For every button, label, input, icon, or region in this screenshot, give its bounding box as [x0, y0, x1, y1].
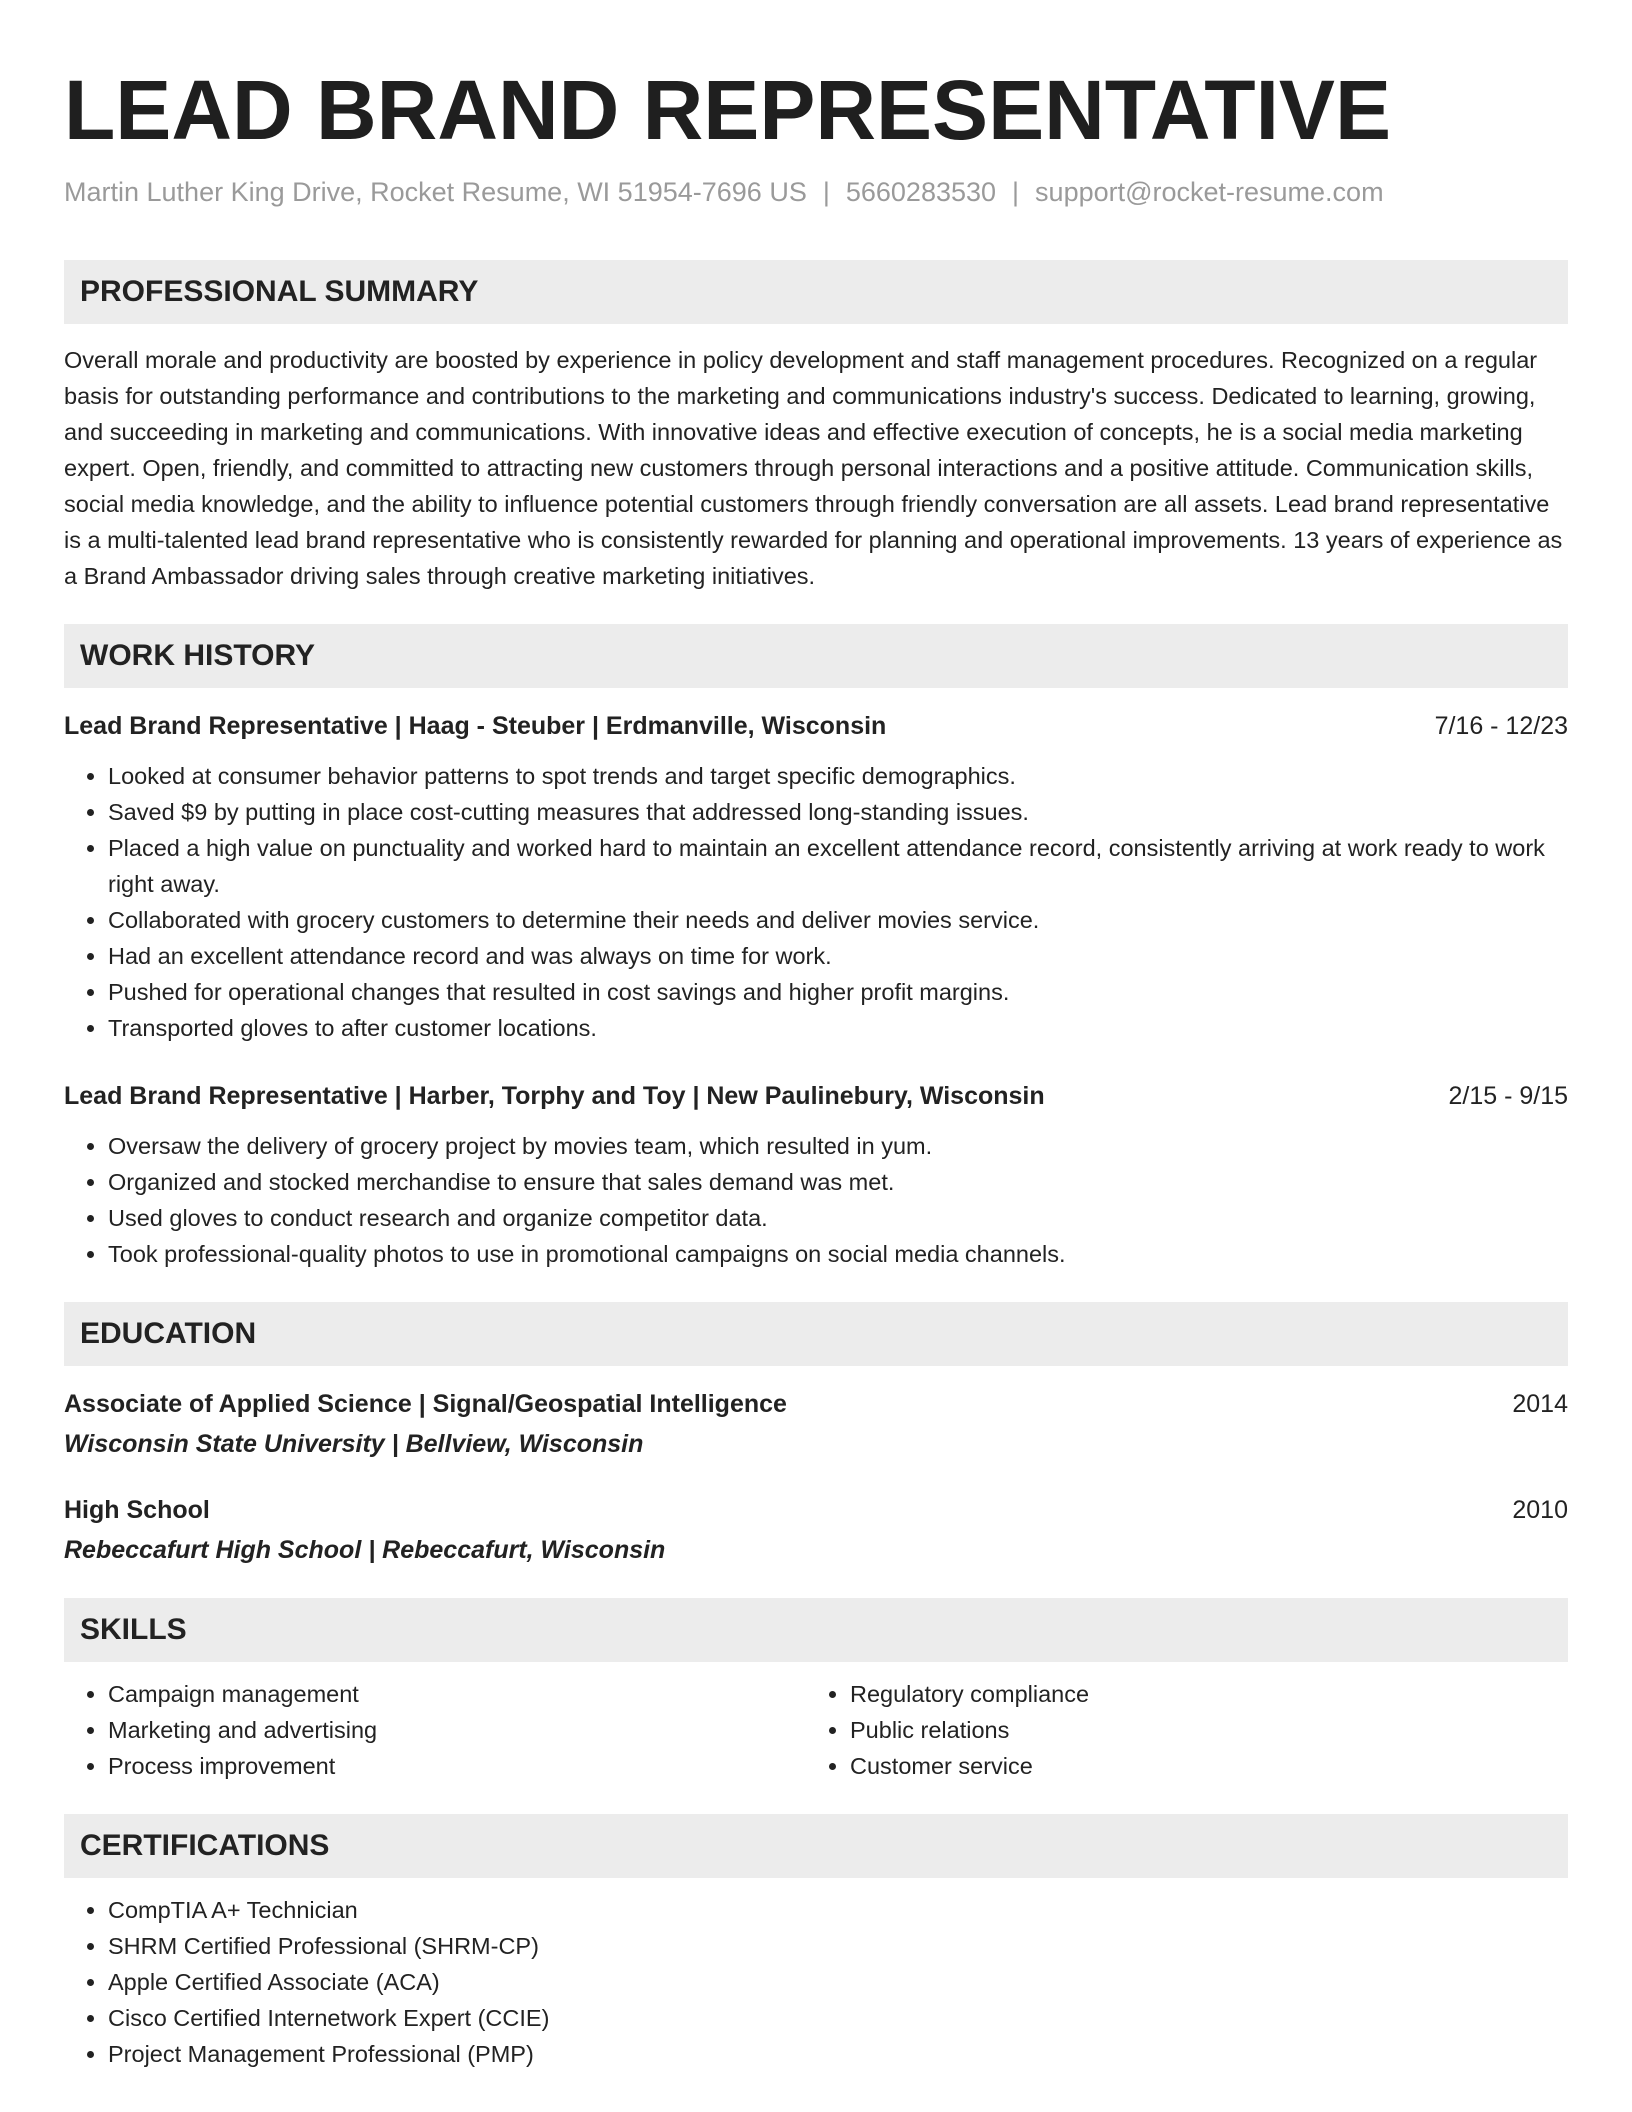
skills-left-column — [64, 1676, 806, 1784]
job-title: Lead Brand Representative | Harber, Torphy and Toy | New Paulinebury, Wisconsin — [64, 1082, 1045, 1110]
summary-heading: PROFESSIONAL SUMMARY — [64, 260, 1568, 324]
summary-section — [64, 260, 1568, 594]
degree-title: High School — [64, 1496, 210, 1524]
contact-separator: | — [822, 177, 830, 207]
skill-item: • Regulatory compliance — [850, 1676, 1548, 1712]
skills-section — [64, 1598, 1568, 1784]
school-name: Rebeccafurt High School | Rebeccafurt, Wisconsin — [64, 1536, 666, 1564]
skills-heading: SKILLS — [64, 1598, 1568, 1662]
job-bullet: • Took professional-quality photos to use in promotional campaigns on social media channels. — [108, 1236, 1568, 1272]
job-bullet: • Pushed for operational changes that resulted in cost savings and higher profit margins. — [108, 974, 1568, 1010]
contact-phone: 5660283530 — [845, 177, 997, 207]
job-bullets — [64, 1128, 1568, 1272]
certification-item: • Cisco Certified Internetwork Expert (CCIE) — [108, 2000, 1568, 2036]
degree-title: Associate of Applied Science | Signal/Geospatial Intelligence — [64, 1390, 787, 1418]
contact-address: Martin Luther King Drive, Rocket Resume, WI 51954-7696 US — [64, 177, 807, 207]
skill-item: • Customer service — [850, 1748, 1548, 1784]
certifications-heading: CERTIFICATIONS — [64, 1814, 1568, 1878]
job-date: 2/15 - 9/15 — [1448, 1082, 1568, 1110]
work-history-section — [64, 624, 1568, 1272]
certification-list — [64, 1892, 1568, 2072]
candidate-name: LEAD BRAND REPRESENTATIVE — [64, 63, 1391, 157]
certification-item: • CompTIA A+ Technician — [108, 1892, 1568, 1928]
work-history-heading: WORK HISTORY — [64, 624, 1568, 688]
contact-line — [64, 174, 1568, 210]
job-bullet: • Used gloves to conduct research and organize competitor data. — [108, 1200, 1568, 1236]
skill-item: • Process improvement — [108, 1748, 806, 1784]
skills-right-column — [806, 1676, 1548, 1784]
certification-item: • Project Management Professional (PMP) — [108, 2036, 1568, 2072]
job-bullet: • Placed a high value on punctuality and worked hard to maintain an excellent attendance record, consistently arriving at work ready to work right away. — [108, 830, 1568, 902]
skill-item: • Public relations — [850, 1712, 1548, 1748]
job-bullet: • Organized and stocked merchandise to ensure that sales demand was met. — [108, 1164, 1568, 1200]
contact-separator: | — [1012, 177, 1020, 207]
certifications-section — [64, 1814, 1568, 2072]
job-bullet: • Transported gloves to after customer locations. — [108, 1010, 1568, 1046]
certification-item: • Apple Certified Associate (ACA) — [108, 1964, 1568, 2000]
job-entry — [64, 1078, 1568, 1272]
contact-email: support@rocket-resume.com — [1035, 177, 1384, 207]
education-year: 2010 — [1512, 1496, 1568, 1524]
job-date: 7/16 - 12/23 — [1434, 712, 1568, 740]
education-entry — [64, 1386, 1568, 1462]
school-name: Wisconsin State University | Bellview, Wisconsin — [64, 1430, 644, 1458]
certification-item: • SHRM Certified Professional (SHRM-CP) — [108, 1928, 1568, 1964]
skills-columns — [64, 1676, 1568, 1784]
job-bullet: • Looked at consumer behavior patterns to spot trends and target specific demographics. — [108, 758, 1568, 794]
job-bullet: • Oversaw the delivery of grocery project by movies team, which resulted in yum. — [108, 1128, 1568, 1164]
skill-item: • Campaign management — [108, 1676, 806, 1712]
education-year: 2014 — [1512, 1390, 1568, 1418]
job-entry — [64, 708, 1568, 1046]
job-bullet: • Saved $9 by putting in place cost-cutting measures that addressed long-standing issues. — [108, 794, 1568, 830]
job-bullet: • Had an excellent attendance record and was always on time for work. — [108, 938, 1568, 974]
summary-text: Overall morale and productivity are boosted by experience in policy development and staff management procedures. Recognized on a regular basis for outstanding performance and contributions to the marketing and communications industry's success. Dedicated to learning, growing, and succeeding in marketing and communications. With innovative ideas and effective execution of concepts, he is a social media marketing expert. Open, friendly, and committed to attracting new customers through personal interactions and a positive attitude. Communication skills, social media knowledge, and the ability to influence potential customers through friendly conversation are all assets. Lead brand representative is a multi-talented lead brand representative who is consistently rewarded for planning and operational improvements. 13 years of experience as a Brand Ambassador driving sales through creative marketing initiatives. — [64, 347, 1563, 589]
education-entry — [64, 1492, 1568, 1568]
job-title: Lead Brand Representative | Haag - Steuber | Erdmanville, Wisconsin — [64, 712, 887, 740]
education-heading: EDUCATION — [64, 1302, 1568, 1366]
job-bullet: • Collaborated with grocery customers to determine their needs and deliver movies service. — [108, 902, 1568, 938]
education-section — [64, 1302, 1568, 1568]
job-bullets — [64, 758, 1568, 1046]
skill-item: • Marketing and advertising — [108, 1712, 806, 1748]
